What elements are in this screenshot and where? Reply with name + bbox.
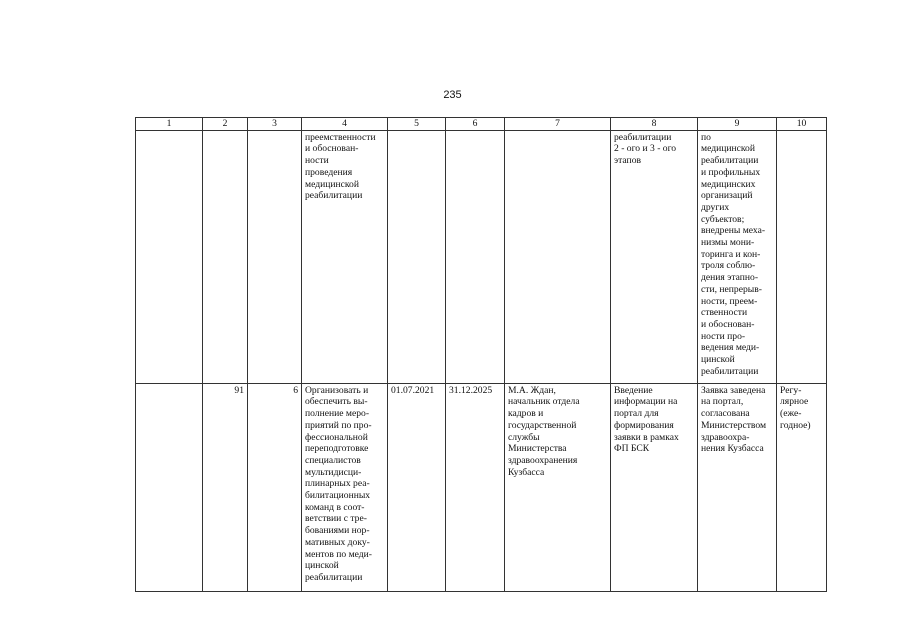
- cell-col1: [136, 383, 203, 591]
- cell-event-description: преемственности и обоснован- ности проведения медицинской реабилитации: [302, 130, 388, 383]
- header-cell-3: 3: [248, 118, 302, 131]
- cell-col2: [203, 130, 248, 383]
- cell-col2: 91: [203, 383, 248, 591]
- header-cell-8: 8: [611, 118, 698, 131]
- header-cell-7: 7: [505, 118, 611, 131]
- header-cell-9: 9: [698, 118, 777, 131]
- cell-start-date: [388, 130, 446, 383]
- cell-responsible: М.А. Ждан, начальник отдела кадров и государственной службы Министерства здравоохранения Кузбасса: [505, 383, 611, 591]
- cell-col1: [136, 130, 203, 383]
- header-cell-4: 4: [302, 118, 388, 131]
- cell-col3: 6: [248, 383, 302, 591]
- header-cell-5: 5: [388, 118, 446, 131]
- table-row: [136, 383, 827, 591]
- cell-end-date: 31.12.2025: [446, 383, 505, 591]
- cell-responsible: [505, 130, 611, 383]
- cell-end-date: [446, 130, 505, 383]
- cell-result: Заявка заведена на портал, согласована Министерством здравоохра- нения Кузбасса: [698, 383, 777, 591]
- cell-col3: [248, 130, 302, 383]
- table-row: [136, 130, 827, 383]
- cell-event-description: Организовать и обеспечить вы- полнение меро- приятий по про- фессиональной переподготовке специалистов мультидисци- плинарных реа- билитационных команд в соот- ветствии с тре- бованиями нор- мативных доку- ментов по меди- цинской реабилитации: [302, 383, 388, 591]
- cell-characteristic: реабилитации 2 - ого и 3 - ого этапов: [611, 130, 698, 383]
- header-cell-10: 10: [777, 118, 827, 131]
- cell-periodicity: Регу- лярное (еже- годное): [777, 383, 827, 591]
- page-number: 235: [443, 89, 462, 101]
- header-cell-6: 6: [446, 118, 505, 131]
- header-cell-2: 2: [203, 118, 248, 131]
- cell-start-date: 01.07.2021: [388, 383, 446, 591]
- header-row: [136, 118, 827, 131]
- cell-result: по медицинской реабилитации и профильных медицинских организаций других субъектов; внедрены меха- низмы мони- торинга и кон- троля соблю- дения этапно- сти, непрерыв- ности, преем- ственности и обоснован- ности про- ведения меди- цинской реабилитации: [698, 130, 777, 383]
- header-cell-1: 1: [136, 118, 203, 131]
- document-table: [135, 117, 827, 592]
- cell-characteristic: Введение информации на портал для формирования заявки в рамках ФП БСК: [611, 383, 698, 591]
- cell-periodicity: [777, 130, 827, 383]
